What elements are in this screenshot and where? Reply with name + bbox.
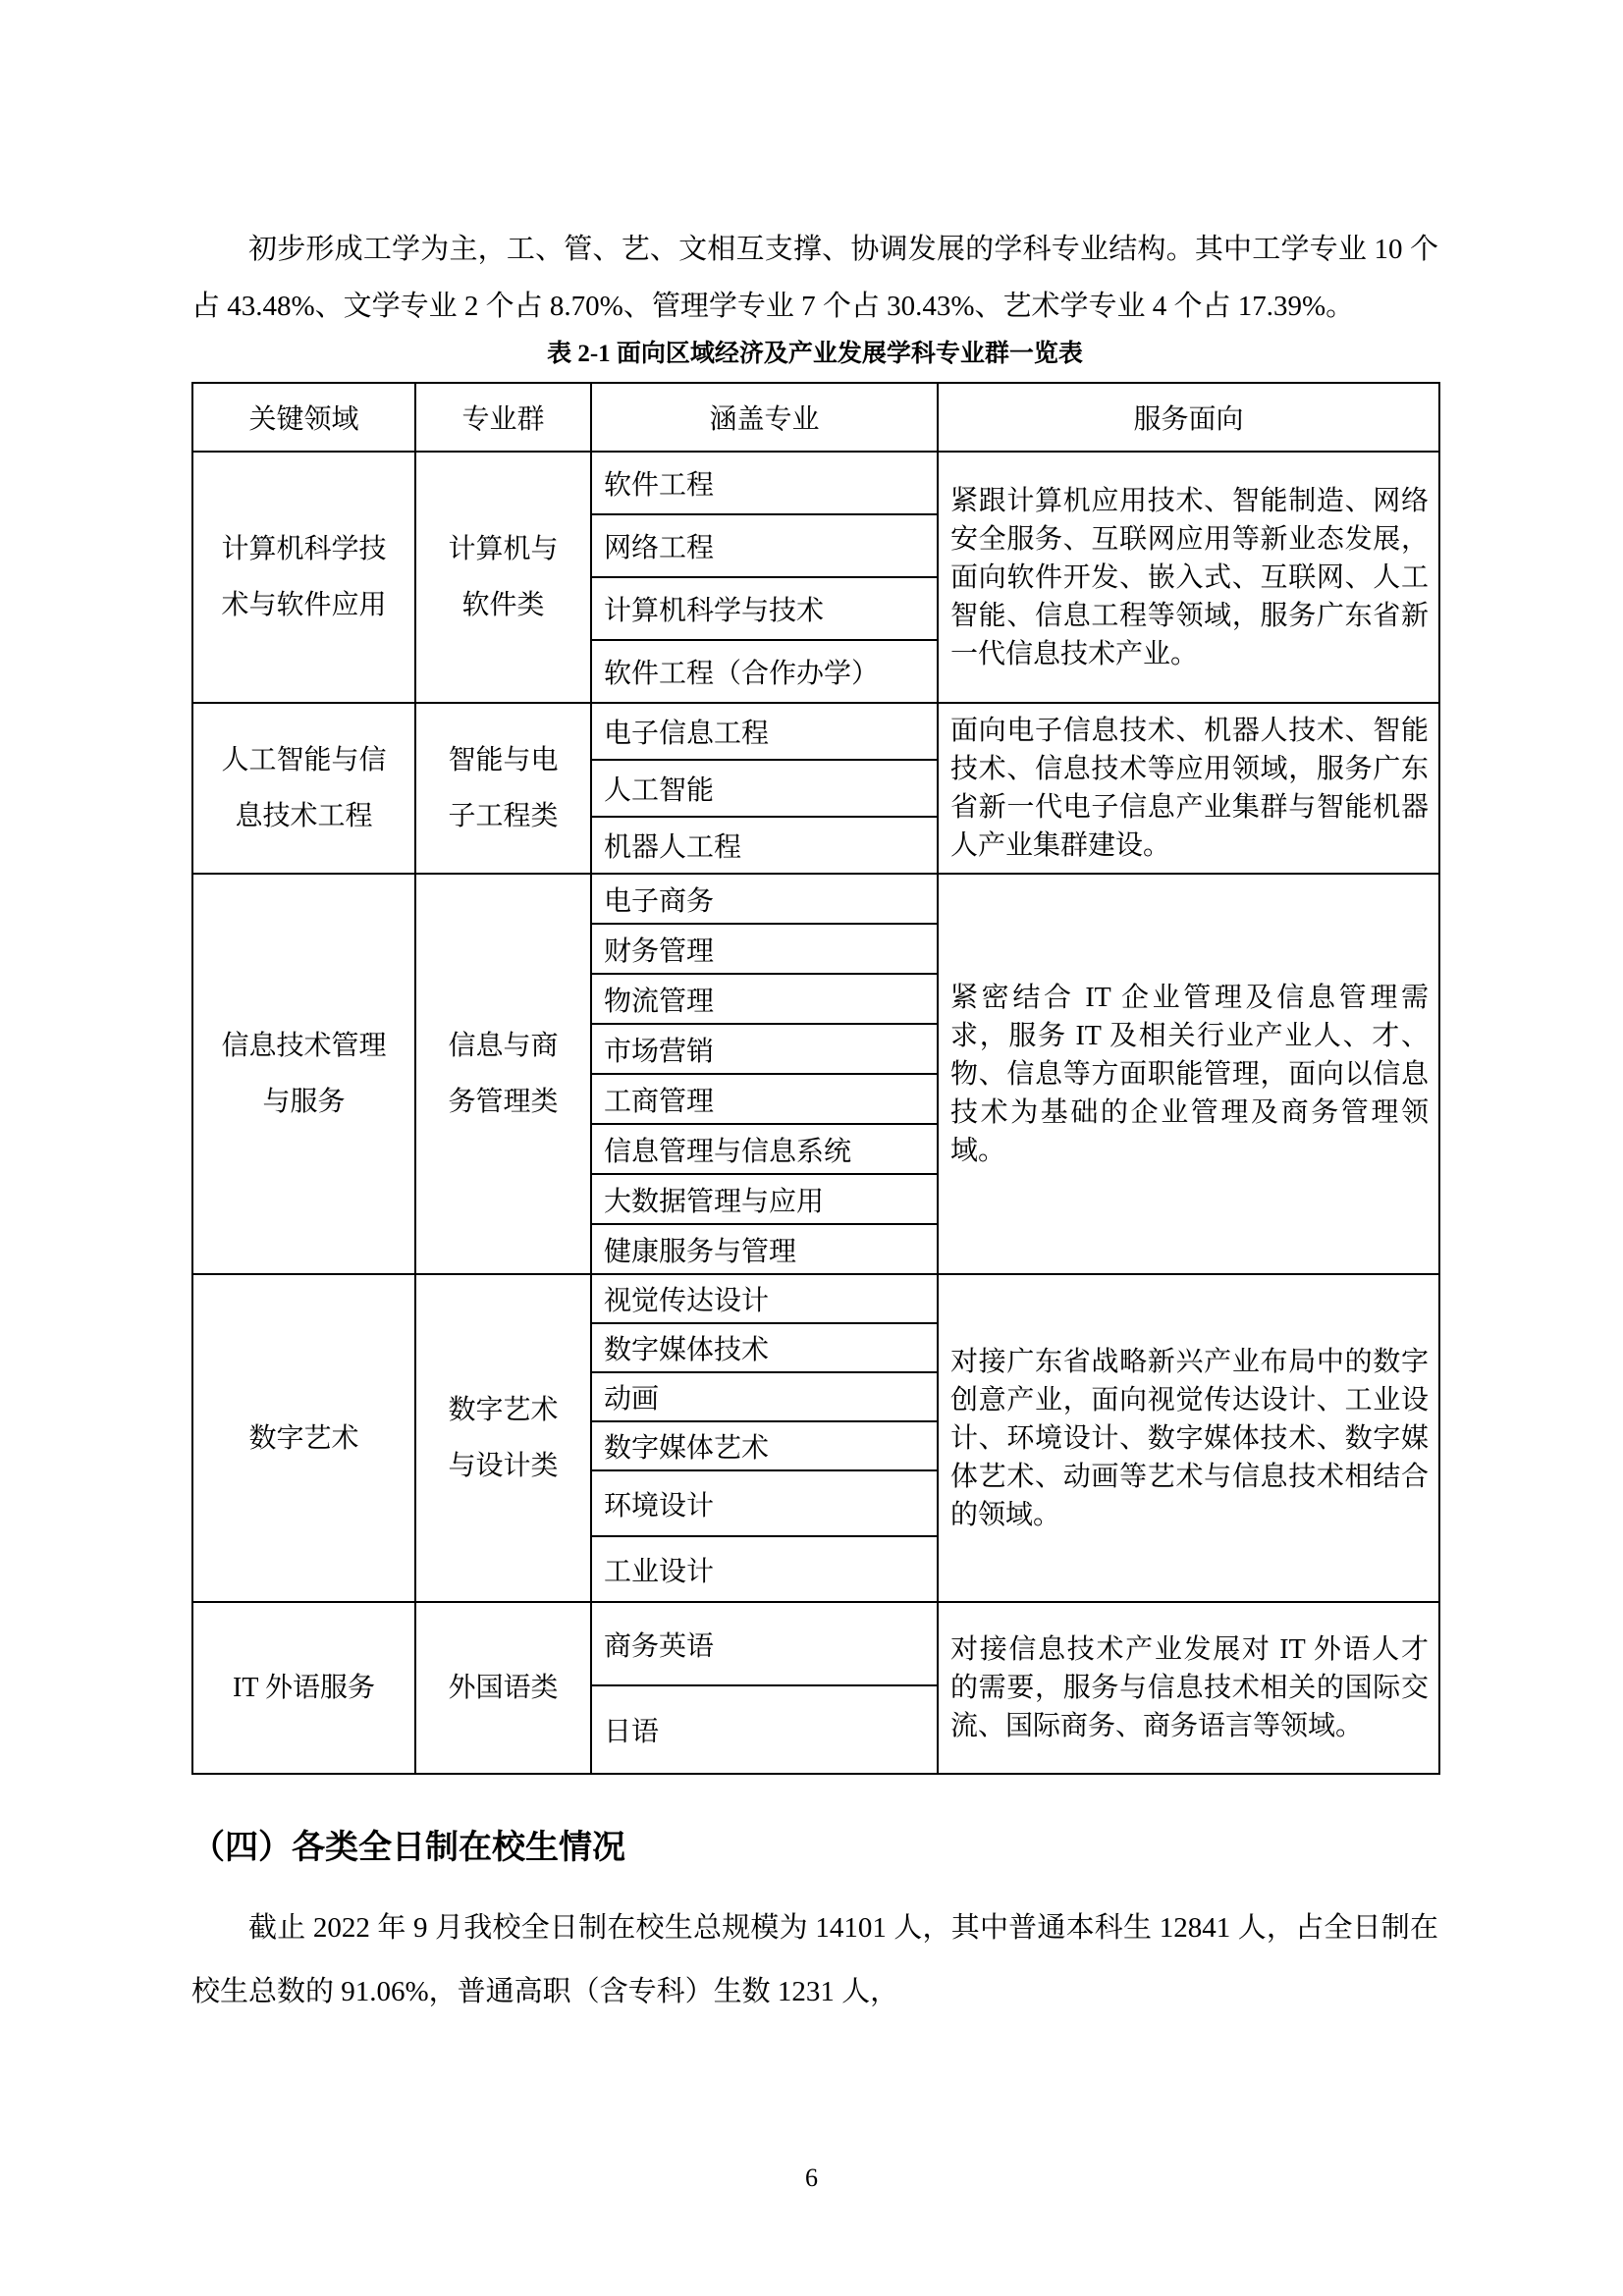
major-cell: 日语 bbox=[591, 1685, 938, 1774]
body-paragraph: 截止 2022 年 9 月我校全日制在校生总规模为 14101 人，其中普通本科生 12841 人，占全日制在校生总数的 91.06%，普通高职（含专科）生数 1231 人， bbox=[191, 1912, 1438, 2007]
group-cell: 外国语类 bbox=[415, 1602, 591, 1774]
key-area-cell: 人工智能与信息技术工程 bbox=[192, 703, 415, 874]
service-cell: 对接广东省战略新兴产业布局中的数字创意产业，面向视觉传达设计、工业设计、环境设计、数字媒体技术、数字媒体艺术、动画等艺术与信息技术相结合的领域。 bbox=[938, 1274, 1439, 1602]
major-cell: 工业设计 bbox=[591, 1536, 938, 1602]
table-caption: 表 2-1 面向区域经济及产业发展学科专业群一览表 bbox=[547, 341, 1083, 367]
header-key-area: 关键领域 bbox=[192, 383, 415, 452]
intro-paragraph: 初步形成工学为主，工、管、艺、文相互支撑、协调发展的学科专业结构。其中工学专业 10 个占 43.48%、文学专业 2 个占 8.70%、管理学专业 7 个占 30.43%、艺术学专业 4 个占 17.39%。 bbox=[191, 234, 1438, 322]
major-cell: 数字媒体技术 bbox=[591, 1323, 938, 1372]
major-cell: 健康服务与管理 bbox=[591, 1224, 938, 1274]
major-cell: 大数据管理与应用 bbox=[591, 1174, 938, 1224]
major-cell: 商务英语 bbox=[591, 1602, 938, 1685]
page-content bbox=[191, 0, 1438, 2024]
service-cell: 对接信息技术产业发展对 IT 外语人才的需要，服务与信息技术相关的国际交流、国际商务、商务语言等领域。 bbox=[938, 1602, 1439, 1774]
major-cell: 网络工程 bbox=[591, 514, 938, 577]
table-row bbox=[192, 452, 1439, 514]
table-row bbox=[192, 874, 1439, 924]
group-cell: 信息与商务管理类 bbox=[415, 874, 591, 1274]
major-cell: 软件工程 bbox=[591, 452, 938, 514]
major-cell: 财务管理 bbox=[591, 924, 938, 974]
group-cell: 数字艺术与设计类 bbox=[415, 1274, 591, 1602]
header-group: 专业群 bbox=[415, 383, 591, 452]
major-cell: 视觉传达设计 bbox=[591, 1274, 938, 1323]
major-cell: 市场营销 bbox=[591, 1024, 938, 1074]
page-number: 6 bbox=[805, 2163, 818, 2192]
group-cell: 智能与电子工程类 bbox=[415, 703, 591, 874]
major-cell: 人工智能 bbox=[591, 760, 938, 817]
table-header-row bbox=[192, 383, 1439, 452]
major-cell: 数字媒体艺术 bbox=[591, 1421, 938, 1470]
key-area-cell: 数字艺术 bbox=[192, 1274, 415, 1602]
key-area-cell: 信息技术管理与服务 bbox=[192, 874, 415, 1274]
major-cell: 信息管理与信息系统 bbox=[591, 1124, 938, 1174]
table-row bbox=[192, 1602, 1439, 1685]
table-row bbox=[192, 1274, 1439, 1323]
header-majors: 涵盖专业 bbox=[591, 383, 938, 452]
header-service: 服务面向 bbox=[938, 383, 1439, 452]
major-cell: 计算机科学与技术 bbox=[591, 577, 938, 640]
key-area-cell: IT 外语服务 bbox=[192, 1602, 415, 1774]
section-heading: （四）各类全日制在校生情况 bbox=[191, 1829, 625, 1866]
major-cell: 工商管理 bbox=[591, 1074, 938, 1124]
major-cell: 环境设计 bbox=[591, 1470, 938, 1536]
group-cell: 计算机与软件类 bbox=[415, 452, 591, 703]
major-cell: 动画 bbox=[591, 1372, 938, 1421]
major-cell: 电子信息工程 bbox=[591, 703, 938, 760]
major-cell: 电子商务 bbox=[591, 874, 938, 924]
key-area-cell: 计算机科学技术与软件应用 bbox=[192, 452, 415, 703]
service-cell: 紧跟计算机应用技术、智能制造、网络安全服务、互联网应用等新业态发展，面向软件开发、嵌入式、互联网、人工智能、信息工程等领域，服务广东省新一代信息技术产业。 bbox=[938, 452, 1439, 703]
service-cell: 紧密结合 IT 企业管理及信息管理需求，服务 IT 及相关行业产业人、才、物、信息等方面职能管理，面向以信息技术为基础的企业管理及商务管理领域。 bbox=[938, 874, 1439, 1274]
major-cell: 软件工程（合作办学） bbox=[591, 640, 938, 703]
table-row bbox=[192, 703, 1439, 760]
major-cell: 机器人工程 bbox=[591, 817, 938, 874]
service-cell: 面向电子信息技术、机器人技术、智能技术、信息技术等应用领域，服务广东省新一代电子信息产业集群与智能机器人产业集群建设。 bbox=[938, 703, 1439, 874]
major-cell: 物流管理 bbox=[591, 974, 938, 1024]
majors-table bbox=[191, 382, 1440, 1775]
